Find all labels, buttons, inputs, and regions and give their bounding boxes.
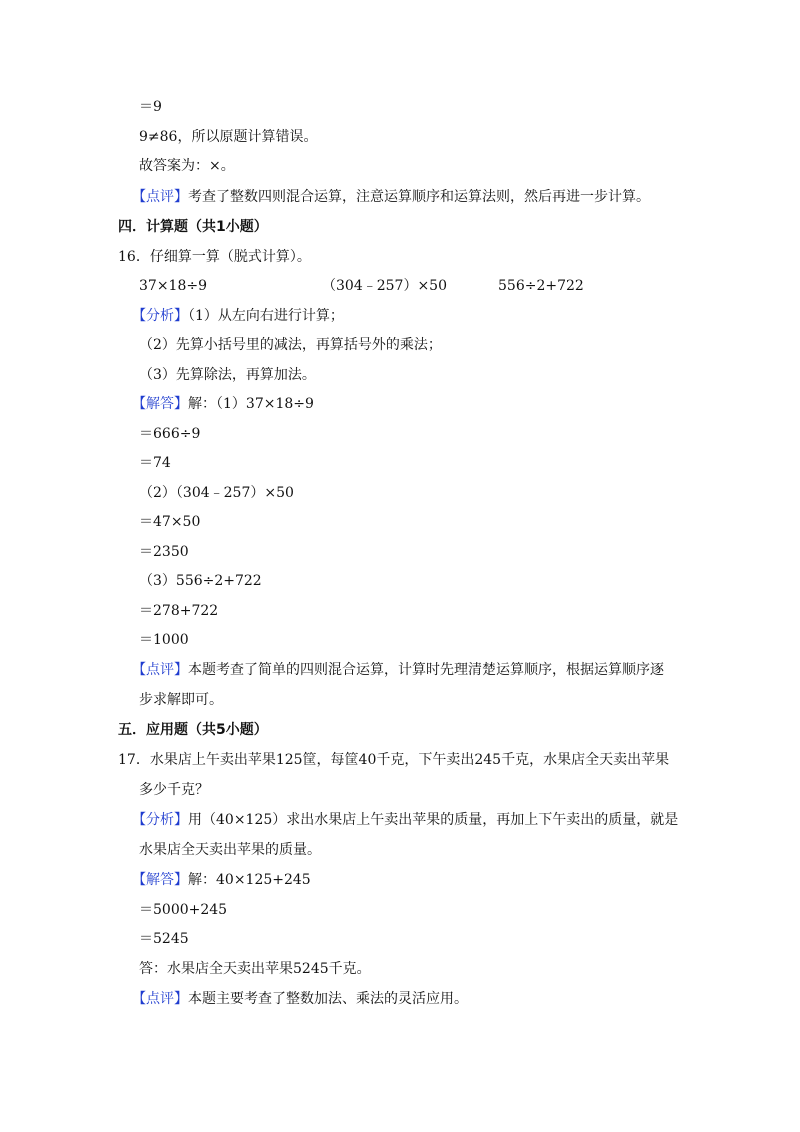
step-line: （3）556÷2+722	[139, 573, 262, 589]
step-line: ＝278+722	[139, 603, 219, 619]
question-text: 仔细算一算（脱式计算）。	[149, 249, 311, 265]
answer-tag: 【解答】	[132, 872, 188, 888]
step-line: ＝47×50	[139, 514, 201, 530]
review-text: 本题考查了简单的四则混合运算，计算时先理清楚运算顺序，根据运算顺序逐	[188, 662, 664, 678]
review-text: 本题主要考查了整数加法、乘法的灵活应用。	[188, 991, 468, 1007]
expression-2: （304﹣257）×50	[322, 278, 447, 294]
section-heading-5: 五．应用题（共5小题）	[118, 722, 268, 738]
review-line	[132, 661, 664, 679]
review-line: 步求解即可。	[139, 692, 223, 708]
analysis-text: （1）从左向右进行计算；	[188, 308, 344, 324]
step-line: ＝5245	[139, 931, 189, 947]
final-answer: 答：水果店全天卖出苹果5245千克。	[139, 961, 371, 977]
step-line: ＝9	[139, 99, 162, 115]
analysis-line: （3）先算除法，再算加法。	[139, 367, 316, 383]
conclusion-line: 9≠86，所以原题计算错误。	[139, 129, 318, 145]
review-line	[132, 990, 468, 1008]
analysis-line: （2）先算小括号里的减法，再算括号外的乘法；	[139, 337, 442, 353]
question-17	[118, 751, 669, 769]
answer-text: 解：40×125+245	[188, 872, 311, 888]
review-text: 考查了整数四则混合运算，注意运算顺序和运算法则，然后再进一步计算。	[188, 189, 650, 205]
analysis-line	[132, 811, 678, 829]
answer-text: 解：（1）37×18÷9	[188, 396, 314, 412]
expression-3: 556÷2+722	[498, 278, 584, 294]
review-tag: 【点评】	[132, 991, 188, 1007]
step-line: （2）（304﹣257）×50	[139, 485, 294, 501]
analysis-tag: 【分析】	[132, 308, 188, 324]
question-text: 水果店上午卖出苹果125筐，每筐40千克，下午卖出245千克，水果店全天卖出苹果	[149, 752, 670, 768]
review-tag: 【点评】	[132, 662, 188, 678]
step-line: ＝5000+245	[139, 902, 228, 918]
analysis-line: 水果店全天卖出苹果的质量。	[139, 842, 321, 858]
answer-line	[132, 395, 314, 413]
review-line	[132, 188, 650, 206]
step-line: ＝1000	[139, 632, 189, 648]
answer-tag: 【解答】	[132, 396, 188, 412]
expression-1: 37×18÷9	[139, 278, 207, 294]
review-tag: 【点评】	[132, 189, 188, 205]
answer-line: 故答案为：×。	[139, 158, 235, 174]
step-line: ＝666÷9	[139, 426, 201, 442]
section-heading-4: 四．计算题（共1小题）	[118, 219, 268, 235]
analysis-line	[132, 307, 344, 325]
step-line: ＝2350	[139, 544, 189, 560]
question-number: 17．	[118, 752, 150, 768]
question-16	[118, 248, 311, 266]
step-line: ＝74	[139, 455, 171, 471]
analysis-tag: 【分析】	[132, 812, 188, 828]
answer-line	[132, 871, 311, 889]
question-text: 多少千克？	[139, 782, 209, 798]
question-number: 16．	[118, 249, 150, 265]
analysis-text: 用（40×125）求出水果店上午卖出苹果的质量，再加上下午卖出的质量，就是	[188, 812, 679, 828]
